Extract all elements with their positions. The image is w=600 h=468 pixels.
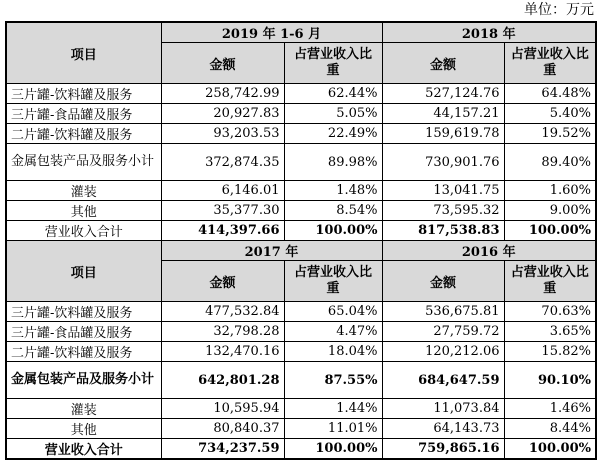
amount-cell: 730,901.76 bbox=[382, 144, 504, 181]
share-cell: 90.10% bbox=[504, 362, 596, 399]
table-row-total bbox=[6, 221, 596, 241]
table-row bbox=[6, 84, 596, 104]
amount-cell: 44,157.21 bbox=[382, 104, 504, 124]
amount-cell: 372,874.35 bbox=[161, 144, 284, 181]
amount-cell: 159,619.78 bbox=[382, 124, 504, 144]
amount-cell: 11,073.84 bbox=[382, 399, 504, 419]
row-label: 三片罐-食品罐及服务 bbox=[6, 104, 161, 124]
period-header-2017: 2017 年 bbox=[161, 241, 382, 261]
table-row-subtotal bbox=[6, 362, 596, 399]
amount-cell: 817,538.83 bbox=[382, 221, 504, 241]
amount-cell: 536,675.81 bbox=[382, 302, 504, 322]
col-share-header: 占营业收入比重 bbox=[284, 43, 382, 84]
share-cell: 19.52% bbox=[504, 124, 596, 144]
amount-cell: 20,927.83 bbox=[161, 104, 284, 124]
amount-cell: 132,470.16 bbox=[161, 342, 284, 362]
revenue-breakdown-table bbox=[5, 21, 597, 460]
share-cell: 3.65% bbox=[504, 322, 596, 342]
row-label: 灌装 bbox=[6, 181, 161, 201]
amount-cell: 258,742.99 bbox=[161, 84, 284, 104]
table-row-subtotal bbox=[6, 144, 596, 181]
row-label: 三片罐-饮料罐及服务 bbox=[6, 84, 161, 104]
amount-cell: 642,801.28 bbox=[161, 362, 284, 399]
period-header-2018: 2018 年 bbox=[382, 22, 596, 43]
table-row bbox=[6, 419, 596, 439]
row-label: 三片罐-饮料罐及服务 bbox=[6, 302, 161, 322]
amount-cell: 13,041.75 bbox=[382, 181, 504, 201]
period-header-2016: 2016 年 bbox=[382, 241, 596, 261]
table-row bbox=[6, 302, 596, 322]
unit-label: 单位：万元 bbox=[524, 2, 594, 18]
amount-cell: 120,212.06 bbox=[382, 342, 504, 362]
row-header-cell: 项目 bbox=[6, 241, 161, 302]
amount-cell: 80,840.37 bbox=[161, 419, 284, 439]
share-cell: 62.44% bbox=[284, 84, 382, 104]
col-share-header: 占营业收入比重 bbox=[504, 261, 596, 302]
col-amount-header: 金额 bbox=[382, 43, 504, 84]
row-label: 二片罐-饮料罐及服务 bbox=[6, 342, 161, 362]
share-cell: 1.46% bbox=[504, 399, 596, 419]
share-cell: 9.00% bbox=[504, 201, 596, 221]
row-label: 营业收入合计 bbox=[6, 221, 161, 241]
share-cell: 65.04% bbox=[284, 302, 382, 322]
amount-cell: 32,798.28 bbox=[161, 322, 284, 342]
amount-cell: 93,203.53 bbox=[161, 124, 284, 144]
amount-cell: 73,595.32 bbox=[382, 201, 504, 221]
col-amount-header: 金额 bbox=[382, 261, 504, 302]
share-cell: 100.00% bbox=[504, 221, 596, 241]
amount-cell: 527,124.76 bbox=[382, 84, 504, 104]
row-label: 营业收入合计 bbox=[6, 439, 161, 460]
col-share-header: 占营业收入比重 bbox=[504, 43, 596, 84]
amount-cell: 759,865.16 bbox=[382, 439, 504, 460]
row-label: 三片罐-食品罐及服务 bbox=[6, 322, 161, 342]
col-amount-header: 金额 bbox=[161, 43, 284, 84]
amount-cell: 734,237.59 bbox=[161, 439, 284, 460]
share-cell: 4.47% bbox=[284, 322, 382, 342]
share-cell: 1.44% bbox=[284, 399, 382, 419]
period-header-2019h1: 2019 年 1-6 月 bbox=[161, 22, 382, 43]
row-label: 灌装 bbox=[6, 399, 161, 419]
share-cell: 8.44% bbox=[504, 419, 596, 439]
share-cell: 89.40% bbox=[504, 144, 596, 181]
amount-cell: 10,595.94 bbox=[161, 399, 284, 419]
table-row bbox=[6, 201, 596, 221]
row-label: 其他 bbox=[6, 201, 161, 221]
table-row bbox=[6, 342, 596, 362]
share-cell: 1.48% bbox=[284, 181, 382, 201]
share-cell: 100.00% bbox=[284, 439, 382, 460]
amount-cell: 64,143.73 bbox=[382, 419, 504, 439]
share-cell: 100.00% bbox=[504, 439, 596, 460]
amount-cell: 27,759.72 bbox=[382, 322, 504, 342]
share-cell: 8.54% bbox=[284, 201, 382, 221]
share-cell: 89.98% bbox=[284, 144, 382, 181]
share-cell: 11.01% bbox=[284, 419, 382, 439]
table-row bbox=[6, 399, 596, 419]
share-cell: 22.49% bbox=[284, 124, 382, 144]
amount-cell: 6,146.01 bbox=[161, 181, 284, 201]
row-header-cell: 项目 bbox=[6, 22, 161, 84]
amount-cell: 477,532.84 bbox=[161, 302, 284, 322]
col-share-header: 占营业收入比重 bbox=[284, 261, 382, 302]
share-cell: 1.60% bbox=[504, 181, 596, 201]
share-cell: 87.55% bbox=[284, 362, 382, 399]
row-label: 金属包装产品及服务小计 bbox=[6, 362, 161, 399]
share-cell: 18.04% bbox=[284, 342, 382, 362]
table-row bbox=[6, 104, 596, 124]
table-row bbox=[6, 124, 596, 144]
table-row bbox=[6, 322, 596, 342]
amount-cell: 35,377.30 bbox=[161, 201, 284, 221]
share-cell: 5.05% bbox=[284, 104, 382, 124]
share-cell: 15.82% bbox=[504, 342, 596, 362]
row-label: 其他 bbox=[6, 419, 161, 439]
share-cell: 5.40% bbox=[504, 104, 596, 124]
share-cell: 100.00% bbox=[284, 221, 382, 241]
row-label: 金属包装产品及服务小计 bbox=[6, 144, 161, 181]
amount-cell: 684,647.59 bbox=[382, 362, 504, 399]
table-row bbox=[6, 181, 596, 201]
share-cell: 64.48% bbox=[504, 84, 596, 104]
table-row-total bbox=[6, 439, 596, 460]
amount-cell: 414,397.66 bbox=[161, 221, 284, 241]
row-label: 二片罐-饮料罐及服务 bbox=[6, 124, 161, 144]
col-amount-header: 金额 bbox=[161, 261, 284, 302]
share-cell: 70.63% bbox=[504, 302, 596, 322]
